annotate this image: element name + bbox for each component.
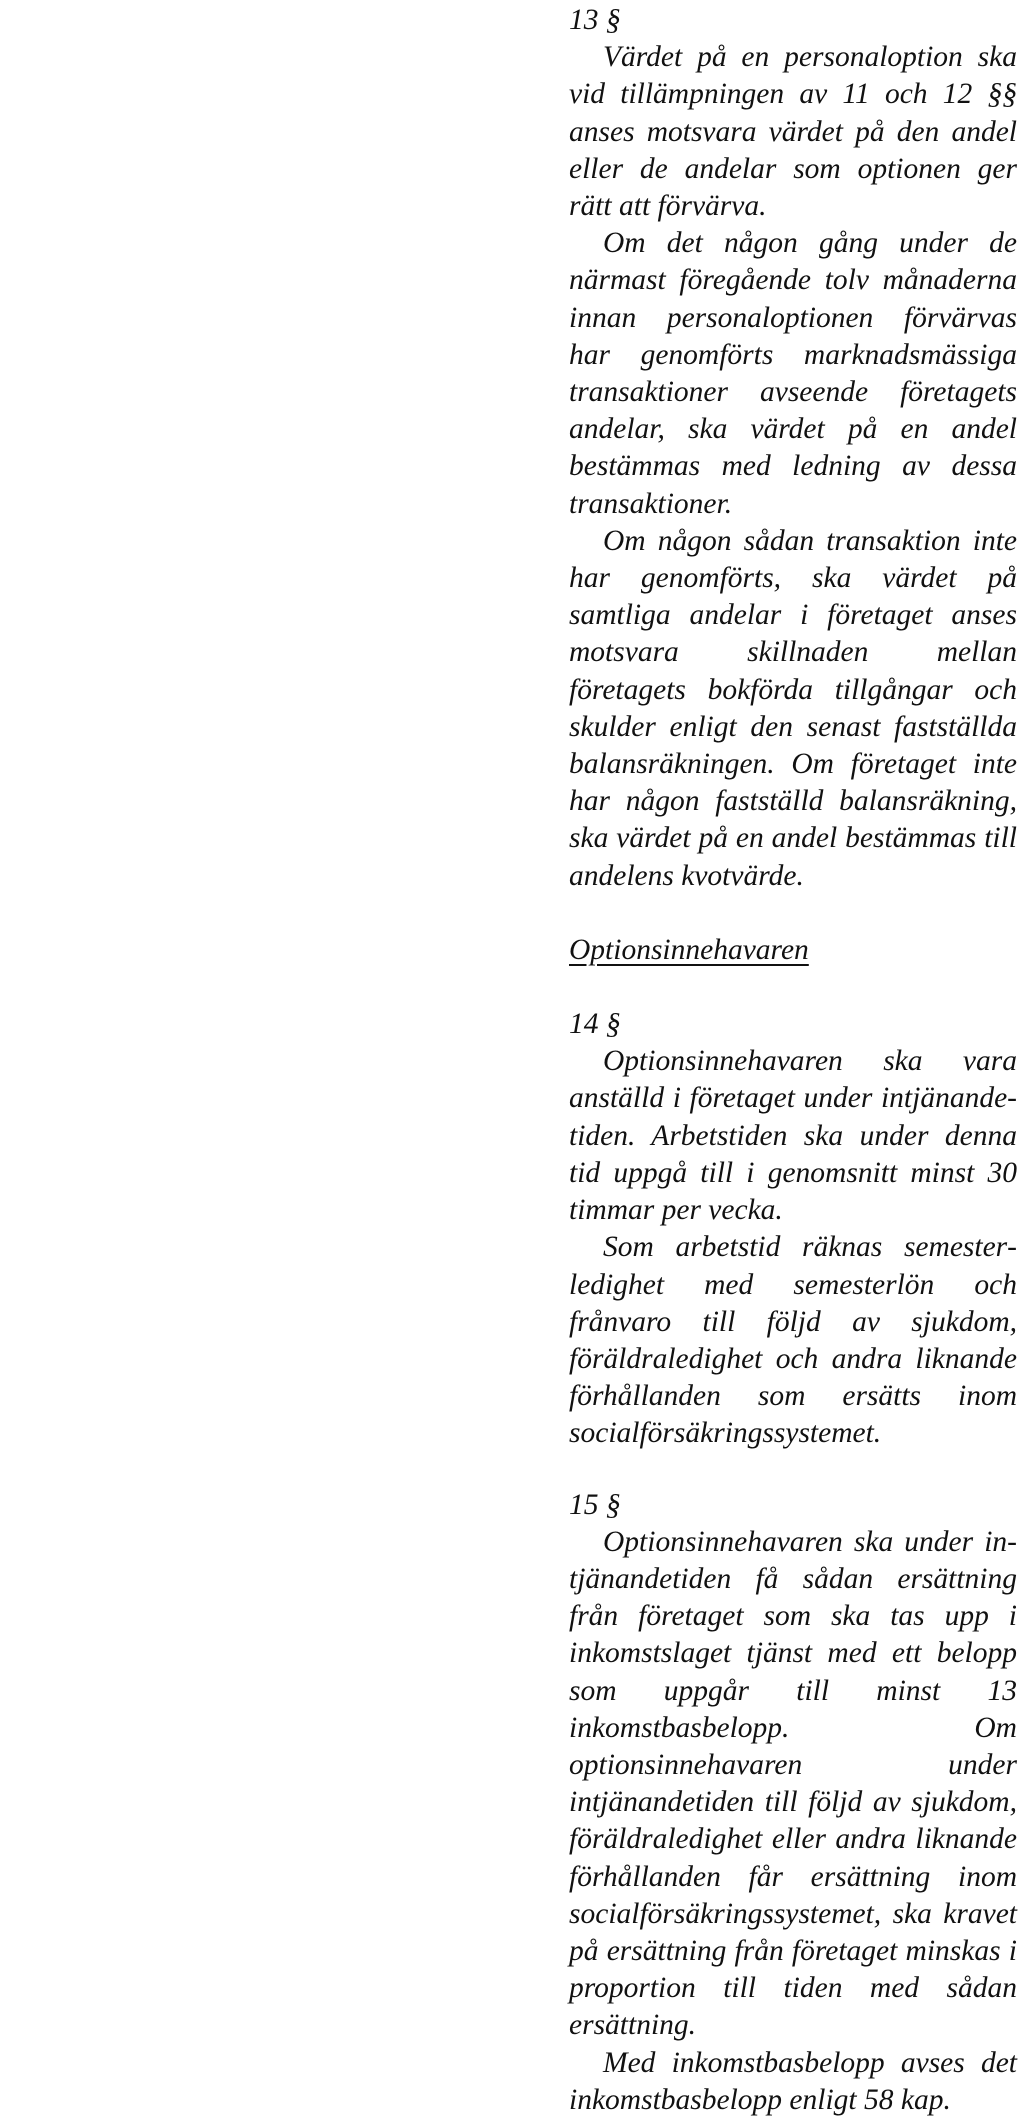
section-15-paragraph-1: Optionsinnehavaren ska under intjänandetiden få sådan ersättning från företaget som ska tas upp i inkomstslaget tjänst med ett belopp som uppgår till minst 13 inkomstbasbelopp. Om optionsinnehavaren under intjänandetiden till följd av sjukdom, föräldraledighet eller andra liknande förhållanden får ersättning inom socialförsäkringssystemet, ska kravet på ersättning från företaget minskas i proportion till tiden med sådan ersättning.	[569, 1525, 1017, 2042]
section-14-paragraph-1: Optionsinnehavaren ska vara anställd i företaget under intjänandetiden. Arbetstiden ska under denna tid uppgå till i genomsnitt minst 30 timmar per vecka.	[569, 1045, 1017, 1227]
section-13-paragraph-3: Om någon sådan transaktion inte har genomförts, ska värdet på samtliga andelar i företaget anses motsvara skillnaden mellan företagets bokförda tillgångar och skulder enligt den senast fastställda balansräkningen. Om företaget inte har någon fastställd balansräkning, ska värdet på en andel bestämmas till andelens kvotvärde.	[569, 524, 1017, 892]
section-15-paragraph-2: Med inkomstbasbelopp avses det inkomstbasbelopp enligt 58 kap.	[569, 2046, 1017, 2116]
section-13-number: 13 §	[569, 4, 621, 36]
section-13-paragraph-1: Värdet på en personaloption ska vid tillämpningen av 11 och 12 §§ anses motsvara värdet på den andel eller de andelar som optionen ger rätt att förvärva.	[569, 41, 1017, 223]
section-14-number: 14 §	[569, 1008, 621, 1041]
section-15-number: 15 §	[569, 1488, 621, 1521]
section-13-paragraph-2: Om det någon gång under de närmast föregående tolv månaderna innan personaloptionen förvärvas har genomförts marknadsmässiga transaktioner avseende företagets andelar, ska värdet på en andel bestämmas med ledning av dessa transaktioner.	[569, 227, 1017, 520]
document-column	[569, 2, 1017, 2119]
section-heading-optionsinnehavaren: Optionsinnehavaren	[569, 933, 809, 966]
section-14-paragraph-2: Som arbetstid räknas semesterledighet med semesterlön och frånvaro till följd av sjukdom, föräldraledighet och andra liknande förhållanden som ersätts inom socialförsäkringssystemet.	[569, 1231, 1017, 1450]
